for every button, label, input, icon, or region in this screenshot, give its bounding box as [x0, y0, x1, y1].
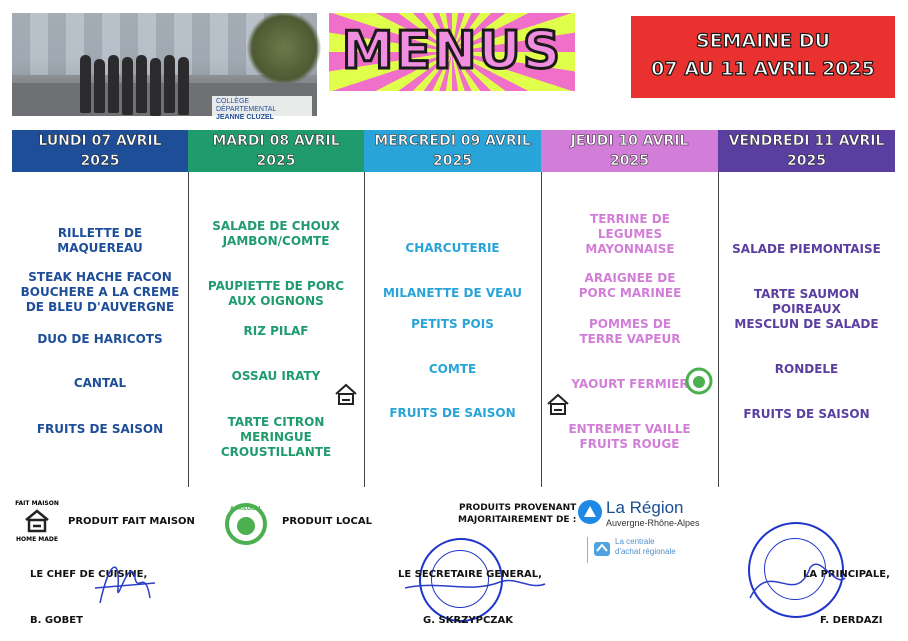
menus-title-banner — [329, 13, 575, 91]
centrale-divider — [587, 537, 588, 563]
menu-item: SALADE PIEMONTAISE — [732, 242, 881, 256]
menu-item: RIZ PILAF — [243, 324, 309, 338]
menu-item: RONDELE — [774, 362, 839, 376]
centrale-text: La centrale d'achat régionale — [615, 537, 676, 556]
fait-maison-icon — [545, 390, 571, 420]
menu-item: DUO DE HARICOTS — [37, 332, 163, 346]
fait-maison-label: PRODUIT FAIT MAISON — [68, 516, 195, 527]
column-divider — [364, 172, 365, 487]
chef-signature — [90, 548, 160, 616]
menu-item: FRUITS DE SAISON — [389, 406, 516, 420]
chef-name: B. GOBET — [30, 615, 83, 626]
menu-item: ENTREMET VAILLE FRUITS ROUGE — [568, 422, 691, 451]
secretaire-signature — [400, 560, 550, 600]
column-divider — [541, 172, 542, 487]
menu-item: TARTE SAUMON POIREAUX — [753, 287, 860, 316]
menu-item: SALADE DE CHOUX JAMBON/COMTE — [212, 219, 340, 248]
day-header-mardi: MARDI 08 AVRIL 2025 — [188, 130, 364, 172]
principale-signature — [740, 548, 850, 618]
week-banner — [631, 16, 895, 98]
menu-item: FRUITS DE SAISON — [743, 407, 870, 421]
menu-item: OSSAU IRATY — [231, 369, 321, 383]
principale-title: LA PRINCIPALE, — [803, 569, 890, 580]
fait-maison-icon — [333, 380, 359, 410]
school-photo — [12, 13, 317, 121]
agrilocal-badge: AGRILOCAL — [224, 502, 268, 546]
day-header-mercredi: MERCREDI 09 AVRIL 2025 — [364, 130, 541, 172]
agrilocal-icon — [685, 367, 713, 395]
region-name: La Région — [606, 498, 684, 517]
column-divider — [718, 172, 719, 487]
page-title: MENUS — [341, 21, 563, 81]
principale-name: F. DERDAZI — [820, 615, 883, 626]
menu-item: MESCLUN DE SALADE — [734, 317, 879, 331]
secretaire-name: G. SKRZYPCZAK — [423, 615, 514, 626]
menu-item: PAUPIETTE DE PORC AUX OIGNONS — [207, 279, 345, 308]
menu-item: POMMES DE TERRE VAPEUR — [579, 317, 681, 346]
menu-item: MILANETTE DE VEAU — [382, 286, 523, 300]
menu-item: CHARCUTERIE — [405, 241, 500, 255]
menu-item: ARAIGNEE DE PORC MARINEE — [578, 271, 682, 300]
local-label: PRODUIT LOCAL — [282, 516, 372, 527]
day-header-lundi: LUNDI 07 AVRIL 2025 — [12, 130, 188, 172]
menu-item: CANTAL — [73, 376, 127, 390]
region-logo-icon — [577, 499, 603, 525]
region-sub: Auvergne-Rhône-Alpes — [606, 518, 700, 528]
secretaire-title: LE SECRETAIRE GENERAL, — [398, 569, 542, 580]
region-intro: PRODUITS PROVENANT MAJORITAIREMENT DE : — [458, 503, 577, 525]
menu-item: PETITS POIS — [411, 317, 494, 331]
week-line-1: SEMAINE DU — [695, 30, 831, 52]
menu-item: STEAK HACHE FACON BOUCHERE A LA CREME DE BLEU D'AUVERGNE — [20, 270, 180, 314]
menu-item: YAOURT FERMIER — [571, 377, 689, 391]
school-caption: COLLÈGE DÉPARTEMENTAL JEANNE CLUZEL — [212, 96, 312, 116]
fait-maison-badge: FAIT MAISON HOME MADE — [15, 500, 59, 543]
menu-item: TARTE CITRON MERINGUE CROUSTILLANTE — [220, 415, 332, 459]
menu-item: FRUITS DE SAISON — [36, 422, 164, 436]
week-line-2: 07 AU 11 AVRIL 2025 — [651, 58, 875, 80]
column-divider — [188, 172, 189, 487]
menu-item: RILLETTE DE MAQUEREAU — [57, 226, 143, 255]
day-header-vendredi: VENDREDI 11 AVRIL 2025 — [718, 130, 895, 172]
day-header-jeudi: JEUDI 10 AVRIL 2025 — [541, 130, 718, 172]
menu-item: COMTE — [428, 362, 477, 376]
chef-title: LE CHEF DE CUISINE, — [30, 569, 148, 580]
centrale-icon — [593, 541, 611, 557]
menu-item: TERRINE DE LEGUMES MAYONNAISE — [585, 212, 675, 256]
house-icon — [23, 508, 51, 534]
